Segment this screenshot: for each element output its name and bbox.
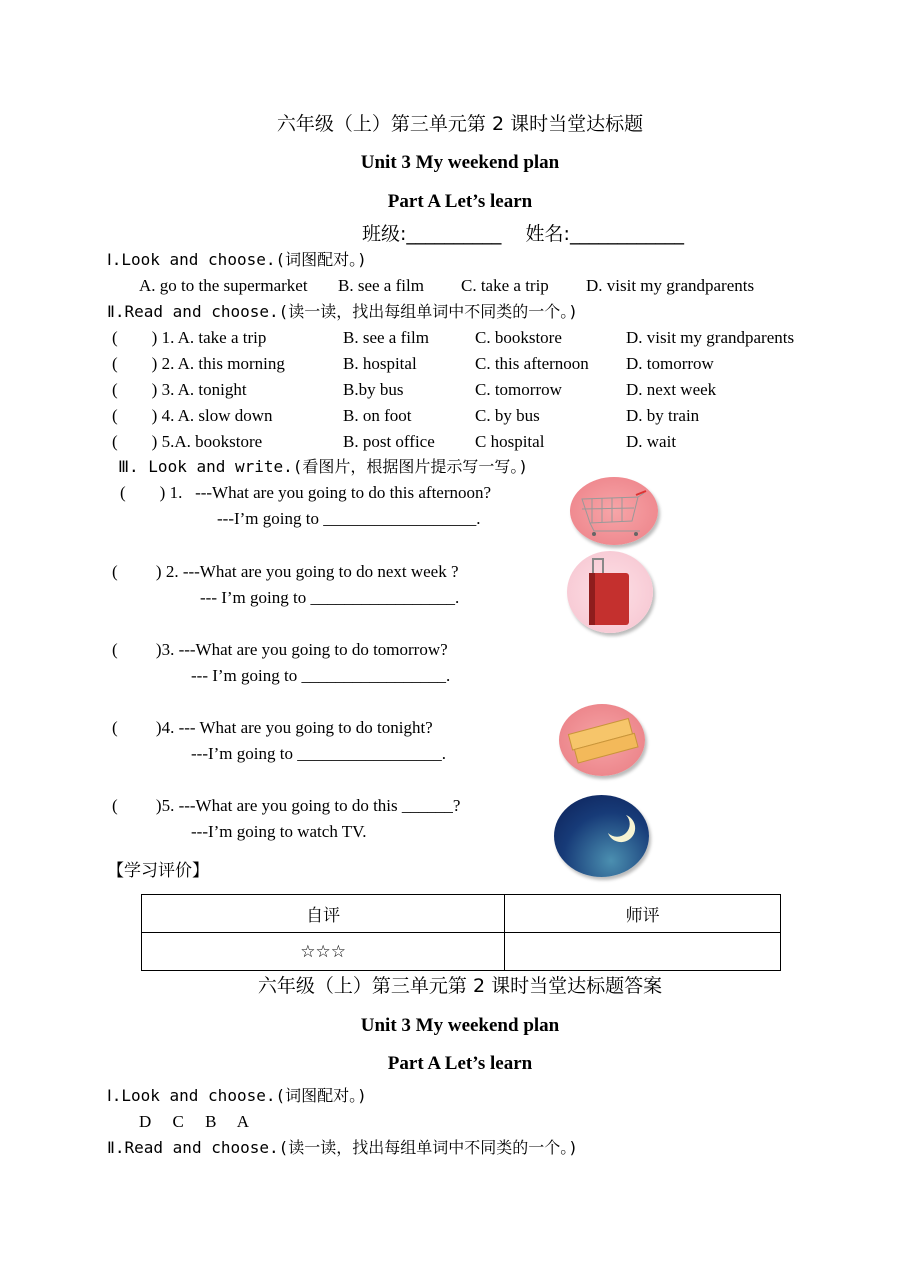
row-1-b: B. see a film	[343, 328, 429, 347]
answers-section-1: D C B A	[139, 1112, 250, 1131]
row-4-b: B. on foot	[343, 406, 412, 425]
question-5-answer[interactable]: ---I’m going to watch TV.	[191, 822, 367, 841]
section-2-heading: Ⅱ.Read and choose.(读一读，找出每组单词中不同类的一个。)	[107, 302, 578, 321]
answers-section-2-heading: Ⅱ.Read and choose.(读一读，找出每组单词中不同类的一个。)	[107, 1138, 578, 1157]
suitcase-image	[567, 551, 653, 633]
unit-title: Unit 3 My weekend plan	[360, 152, 560, 173]
section-1-heading: Ⅰ.Look and choose.(词图配对。)	[107, 250, 367, 269]
answers-unit: Unit 3 My weekend plan	[360, 1015, 560, 1036]
row-3-c: C. tomorrow	[475, 380, 562, 399]
row-4-c: C. by bus	[475, 406, 540, 425]
movie-tickets-image	[559, 704, 645, 776]
row-3-b: B.by bus	[343, 380, 404, 399]
row-3-d: D. next week	[626, 380, 717, 399]
question-4-answer[interactable]: ---I’m going to _________________.	[191, 744, 446, 763]
question-4-prompt: ( )4. --- What are you going to do tonight?	[112, 718, 433, 737]
section-3-heading: Ⅲ. Look and write.(看图片，根据图片提示写一写。)	[118, 457, 529, 476]
answers-part: Part A Let’s learn	[387, 1053, 533, 1074]
evaluation-table	[141, 894, 781, 971]
question-1-answer[interactable]: ---I’m going to __________________.	[217, 509, 481, 528]
question-3-prompt: ( )3. ---What are you going to do tomorrow?	[112, 640, 448, 659]
row-1-d: D. visit my grandparents	[626, 328, 795, 347]
self-eval-stars[interactable]: ☆☆☆	[142, 933, 505, 971]
part-title: Part A Let’s learn	[387, 191, 533, 212]
question-2-answer[interactable]: --- I’m going to _________________.	[200, 588, 460, 607]
row-2-d: D. tomorrow	[626, 354, 714, 373]
row-4-d: D. by train	[626, 406, 700, 425]
self-eval-header: 自评	[142, 895, 505, 933]
row-5-d: D. wait	[626, 432, 677, 451]
option-d: D. visit my grandparents	[586, 276, 755, 295]
doc-title: 六年级（上）第三单元第 2 课时当堂达标题	[276, 113, 644, 135]
class-name-line: 班级:__________ 姓名:____________	[362, 223, 684, 245]
row-1-n: ( ) 1. A. take a trip	[112, 328, 267, 347]
moon-night-image	[554, 795, 649, 877]
question-1-prompt: ( ) 1. ---What are you going to do this afternoon?	[120, 483, 492, 502]
option-a: A. go to the supermarket	[139, 276, 308, 295]
teacher-eval-cell[interactable]	[505, 933, 781, 971]
option-c: C. take a trip	[461, 276, 549, 295]
row-5-c: C hospital	[475, 432, 545, 451]
row-5-n: ( ) 5.A. bookstore	[112, 432, 263, 451]
question-5-prompt: ( )5. ---What are you going to do this ______?	[112, 796, 461, 815]
question-3-answer[interactable]: --- I’m going to _________________.	[191, 666, 451, 685]
question-2-prompt: ( ) 2. ---What are you going to do next week ?	[112, 562, 459, 581]
row-2-n: ( ) 2. A. this morning	[112, 354, 285, 373]
row-3-n: ( ) 3. A. tonight	[112, 380, 247, 399]
row-2-c: C. this afternoon	[475, 354, 589, 373]
evaluation-heading: 【学习评价】	[107, 861, 209, 881]
row-2-b: B. hospital	[343, 354, 417, 373]
option-b: B. see a film	[338, 276, 424, 295]
row-1-c: C. bookstore	[475, 328, 562, 347]
row-5-b: B. post office	[343, 432, 435, 451]
row-4-n: ( ) 4. A. slow down	[112, 406, 273, 425]
answers-title: 六年级（上）第三单元第 2 课时当堂达标题答案	[257, 975, 663, 997]
answers-section-1-heading: Ⅰ.Look and choose.(词图配对。)	[107, 1086, 367, 1105]
teacher-eval-header: 师评	[505, 895, 781, 933]
shopping-cart-image	[570, 477, 658, 545]
